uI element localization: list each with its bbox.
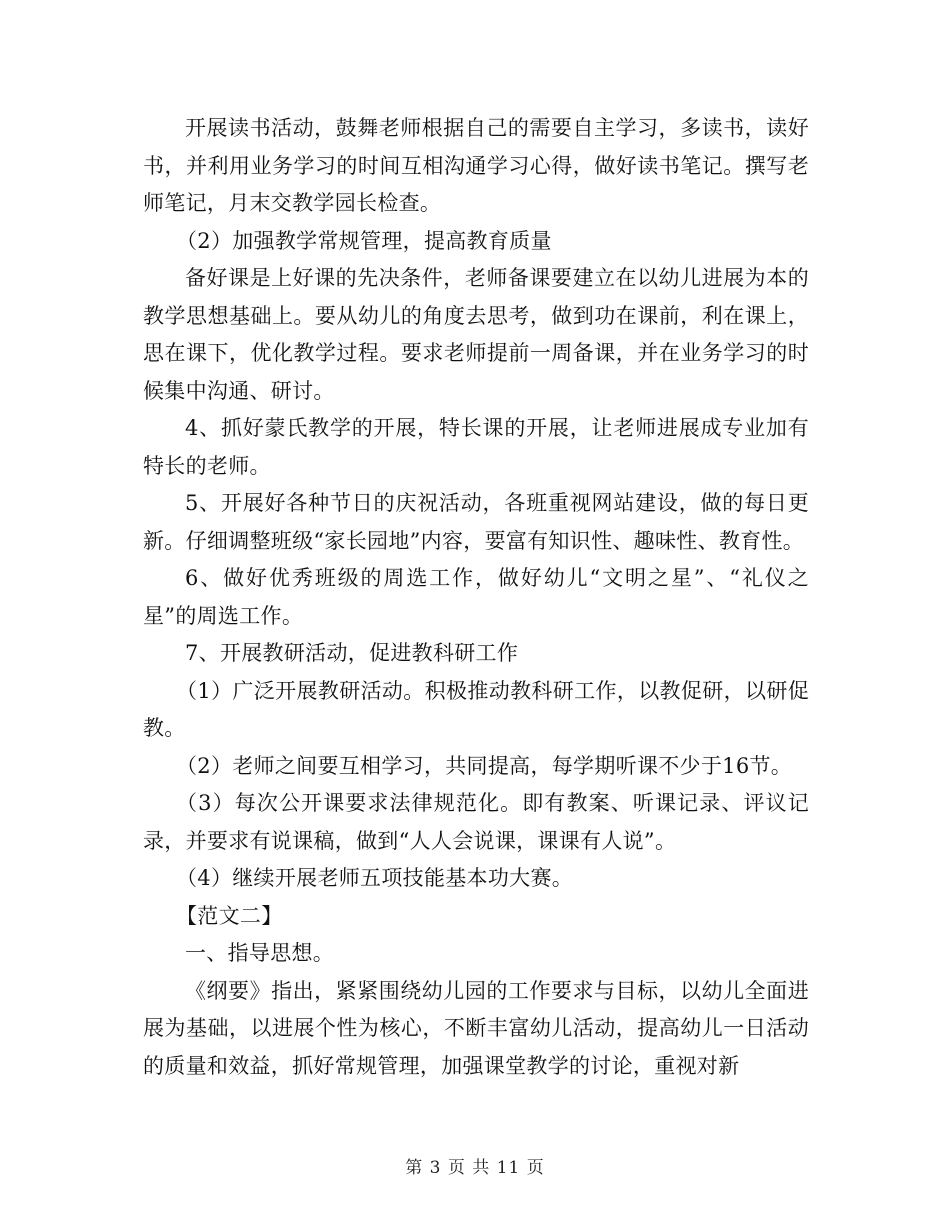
paragraph-lesson-prep: 备好课是上好课的先决条件，老师备课要建立在以幼儿进展为本的教学思想基础上。要从幼儿的角度去思考，做到功在课前，利在课上，思在课下，优化教学过程。要求老师提前一周备课，并在业务学习的时候集中沟通、研讨。 — [143, 266, 809, 403]
subheading-guiding-ideology: 一、指导思想。 — [185, 941, 335, 965]
section-heading-sample-two: 【范文二】 — [176, 903, 283, 928]
paragraph-item-4: 4、抓好蒙氏教学的开展，特长课的开展，让老师进展成专业加有特长的老师。 — [143, 416, 809, 478]
paragraph-item-7-4: （4）继续开展老师五项技能基本功大赛。 — [176, 866, 574, 890]
paragraph-reading-activity: 开展读书活动，鼓舞老师根据自己的需要自主学习，多读书，读好书，并利用业务学习的时间互相沟通学习心得，做好读书笔记。撰写老师笔记，月末交教学园长检查。 — [143, 116, 809, 215]
paragraph-outline: 《纲要》指出，紧紧围绕幼儿园的工作要求与目标，以幼儿全面进展为基础，以进展个性为核心，不断丰富幼儿活动，提高幼儿一日活动的质量和效益，抓好常规管理，加强课堂教学的讨论，重视对新 — [143, 978, 809, 1078]
paragraph-item-7-1: （1）广泛开展教研活动。积极推动教科研工作，以教促研，以研促教。 — [143, 678, 809, 740]
paragraph-item-6: 6、做好优秀班级的周选工作，做好幼儿“文明之星”、“礼仪之星”的周选工作。 — [143, 566, 809, 628]
paragraph-item-5: 5、开展好各种节日的庆祝活动，各班重视网站建设，做的每日更新。仔细调整班级“家长园地”内容，要富有知识性、趣味性、教育性。 — [143, 491, 809, 553]
paragraph-item-7: 7、开展教研活动，促进教科研工作 — [185, 641, 519, 665]
page-footer — [0, 1153, 950, 1178]
page-number-label: 第 3 页 共 11 页 — [405, 1158, 545, 1178]
paragraph-item-7-2: （2）老师之间要互相学习，共同提高，每学期听课不少于16节。 — [176, 753, 793, 778]
paragraph-item-7-3: （3）每次公开课要求法律规范化。即有教案、听课记录、评议记录，并要求有说课稿，做到“人人会说课，课课有人说”。 — [143, 791, 809, 853]
paragraph-teaching-routine-heading: （2）加强教学常规管理，提高教育质量 — [176, 228, 552, 253]
document-body — [143, 110, 809, 1085]
